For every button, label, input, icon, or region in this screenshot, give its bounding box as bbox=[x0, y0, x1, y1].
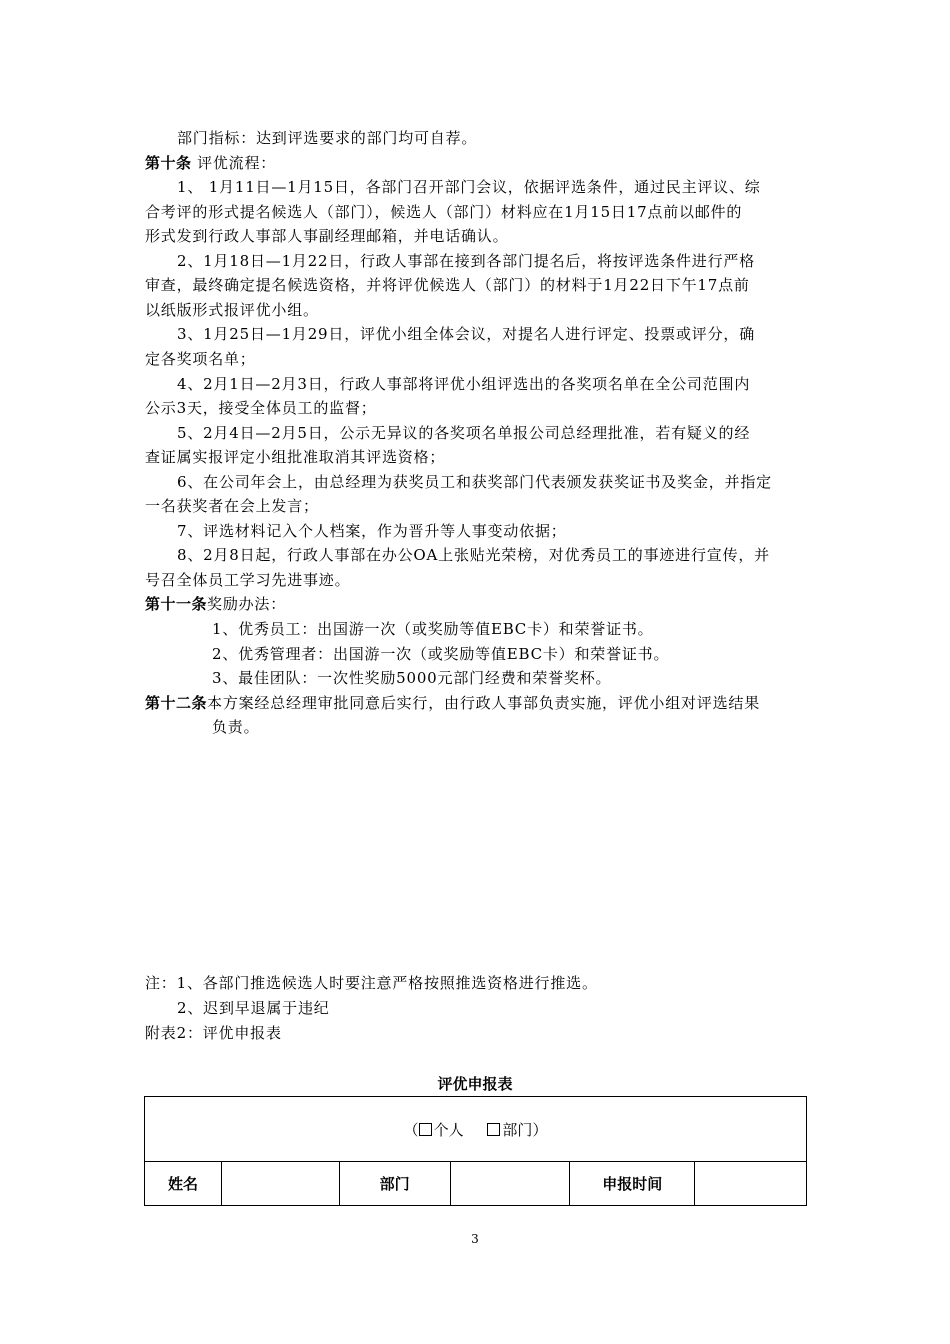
paragraph-line bbox=[145, 446, 445, 468]
paragraph-text: 查证属实报评定小组批准取消其评选资格； bbox=[145, 448, 446, 467]
paragraph-line bbox=[145, 152, 276, 174]
paragraph-text: 一名获奖者在会上发言； bbox=[145, 497, 319, 516]
individual-label: 个人 bbox=[433, 1120, 464, 1139]
paragraph-line bbox=[145, 692, 760, 714]
paragraph-text: 3、1月25日—1月29日，评优小组全体会议，对提名人进行评定、投票或评分，确 bbox=[177, 325, 756, 344]
paragraph-line bbox=[177, 471, 772, 493]
paragraph-line bbox=[177, 127, 477, 149]
paragraph-line bbox=[177, 544, 770, 566]
paragraph-text: 奖励办法： bbox=[207, 595, 287, 614]
type-open-paren: （ bbox=[403, 1120, 419, 1139]
paragraph-text: 合考评的形式提名候选人（部门），候选人（部门）材料应在1月15日17点前以邮件的 bbox=[145, 202, 743, 221]
paragraph-line bbox=[145, 201, 742, 223]
paragraph-line bbox=[145, 569, 350, 591]
paragraph-text: 1、优秀员工：出国游一次（或奖励等值EBC卡）和荣誉证书。 bbox=[212, 620, 654, 638]
application-form-table bbox=[144, 1096, 807, 1206]
paragraph-text: 评优流程： bbox=[191, 153, 277, 172]
paragraph-line bbox=[212, 618, 653, 640]
department-label: 部门 bbox=[502, 1120, 533, 1139]
article-heading: 第十一条 bbox=[145, 595, 208, 614]
paragraph-line bbox=[177, 422, 750, 444]
paragraph-text: 形式发到行政人事部人事副经理邮箱，并电话确认。 bbox=[145, 227, 509, 246]
name-label-cell: 姓名 bbox=[145, 1162, 222, 1206]
dept-label-cell: 部门 bbox=[339, 1162, 450, 1206]
name-input-cell[interactable] bbox=[221, 1162, 339, 1206]
page-number: 3 bbox=[471, 1232, 479, 1246]
paragraph-text: 6、在公司年会上，由总经理为获奖员工和获奖部门代表颁发获奖证书及奖金，并指定 bbox=[177, 472, 772, 491]
paragraph-line bbox=[145, 299, 319, 321]
note-text: 附表2：评优申报表 bbox=[145, 1024, 282, 1042]
paragraph-text: 4、2月1日—2月3日，行政人事部将评优小组评选出的各奖项名单在全公司范围内 bbox=[177, 374, 751, 393]
paragraph-text: 定各奖项名单； bbox=[145, 349, 256, 368]
date-label-cell: 申报时间 bbox=[570, 1162, 695, 1206]
paragraph-line bbox=[177, 373, 750, 395]
paragraph-text: 8、2月8日起，行政人事部在办公OA上张贴光荣榜，对优秀员工的事迹进行宣传，并 bbox=[177, 546, 770, 565]
paragraph-line bbox=[145, 225, 508, 247]
article-heading: 第十二条 bbox=[145, 693, 208, 712]
department-checkbox[interactable] bbox=[487, 1123, 500, 1136]
paragraph-text: 号召全体员工学习先进事迹。 bbox=[145, 570, 351, 589]
paragraph-text: 部门指标：达到评选要求的部门均可自荐。 bbox=[177, 129, 478, 147]
paragraph-line bbox=[177, 176, 761, 198]
dept-input-cell[interactable] bbox=[450, 1162, 570, 1206]
paragraph-text: 公示3天，接受全体员工的监督； bbox=[145, 399, 377, 418]
note-line bbox=[177, 997, 330, 1019]
paragraph-text: 本方案经总经理审批同意后实行，由行政人事部负责实施，评优小组对评选结果 bbox=[207, 693, 761, 712]
paragraph-text: 1、 1月11日—1月15日，各部门召开部门会议，依据评选条件，通过民主评议、综 bbox=[177, 178, 761, 197]
applicant-type-cell bbox=[145, 1097, 807, 1162]
applicant-type-row bbox=[145, 1097, 807, 1162]
date-input-cell[interactable] bbox=[695, 1162, 807, 1206]
paragraph-text: 5、2月4日—2月5日，公示无异议的各奖项名单报公司总经理批准，若有疑义的经 bbox=[177, 423, 751, 442]
paragraph-text: 7、评选材料记入个人档案，作为晋升等人事变动依据； bbox=[177, 521, 567, 540]
paragraph-line bbox=[145, 348, 256, 370]
paragraph-line bbox=[177, 323, 755, 345]
article-heading: 第十条 bbox=[145, 153, 192, 172]
note-text: 注：1、各部门推选候选人时要注意严格按照推选资格进行推选。 bbox=[145, 974, 598, 992]
paragraph-line bbox=[212, 667, 611, 689]
paragraph-line bbox=[212, 643, 669, 665]
form-title: 评优申报表 bbox=[437, 1075, 513, 1093]
applicant-info-row bbox=[145, 1162, 807, 1206]
paragraph-line bbox=[177, 250, 755, 272]
type-close-paren: ） bbox=[532, 1120, 548, 1139]
paragraph-text: 3、最佳团队：一次性奖励5000元部门经费和荣誉奖杯。 bbox=[212, 669, 612, 688]
paragraph-line bbox=[177, 520, 567, 542]
paragraph-text: 以纸版形式报评优小组。 bbox=[145, 300, 319, 319]
paragraph-line bbox=[145, 593, 286, 615]
note-line bbox=[145, 972, 598, 994]
paragraph-line bbox=[212, 716, 259, 738]
note-line bbox=[145, 1022, 282, 1044]
note-text: 2、迟到早退属于违纪 bbox=[177, 999, 330, 1017]
paragraph-line bbox=[145, 274, 750, 296]
individual-checkbox[interactable] bbox=[419, 1123, 432, 1136]
paragraph-text: 2、1月18日—1月22日，行政人事部在接到各部门提名后，将按评选条件进行严格 bbox=[177, 251, 756, 270]
paragraph-text: 负责。 bbox=[212, 718, 260, 737]
paragraph-line bbox=[145, 397, 377, 419]
paragraph-text: 2、优秀管理者：出国游一次（或奖励等值EBC卡）和荣誉证书。 bbox=[212, 644, 670, 663]
paragraph-text: 审查，最终确定提名候选资格，并将评优候选人（部门）的材料于1月22日下午17点前 bbox=[145, 276, 750, 295]
paragraph-line bbox=[145, 495, 319, 517]
